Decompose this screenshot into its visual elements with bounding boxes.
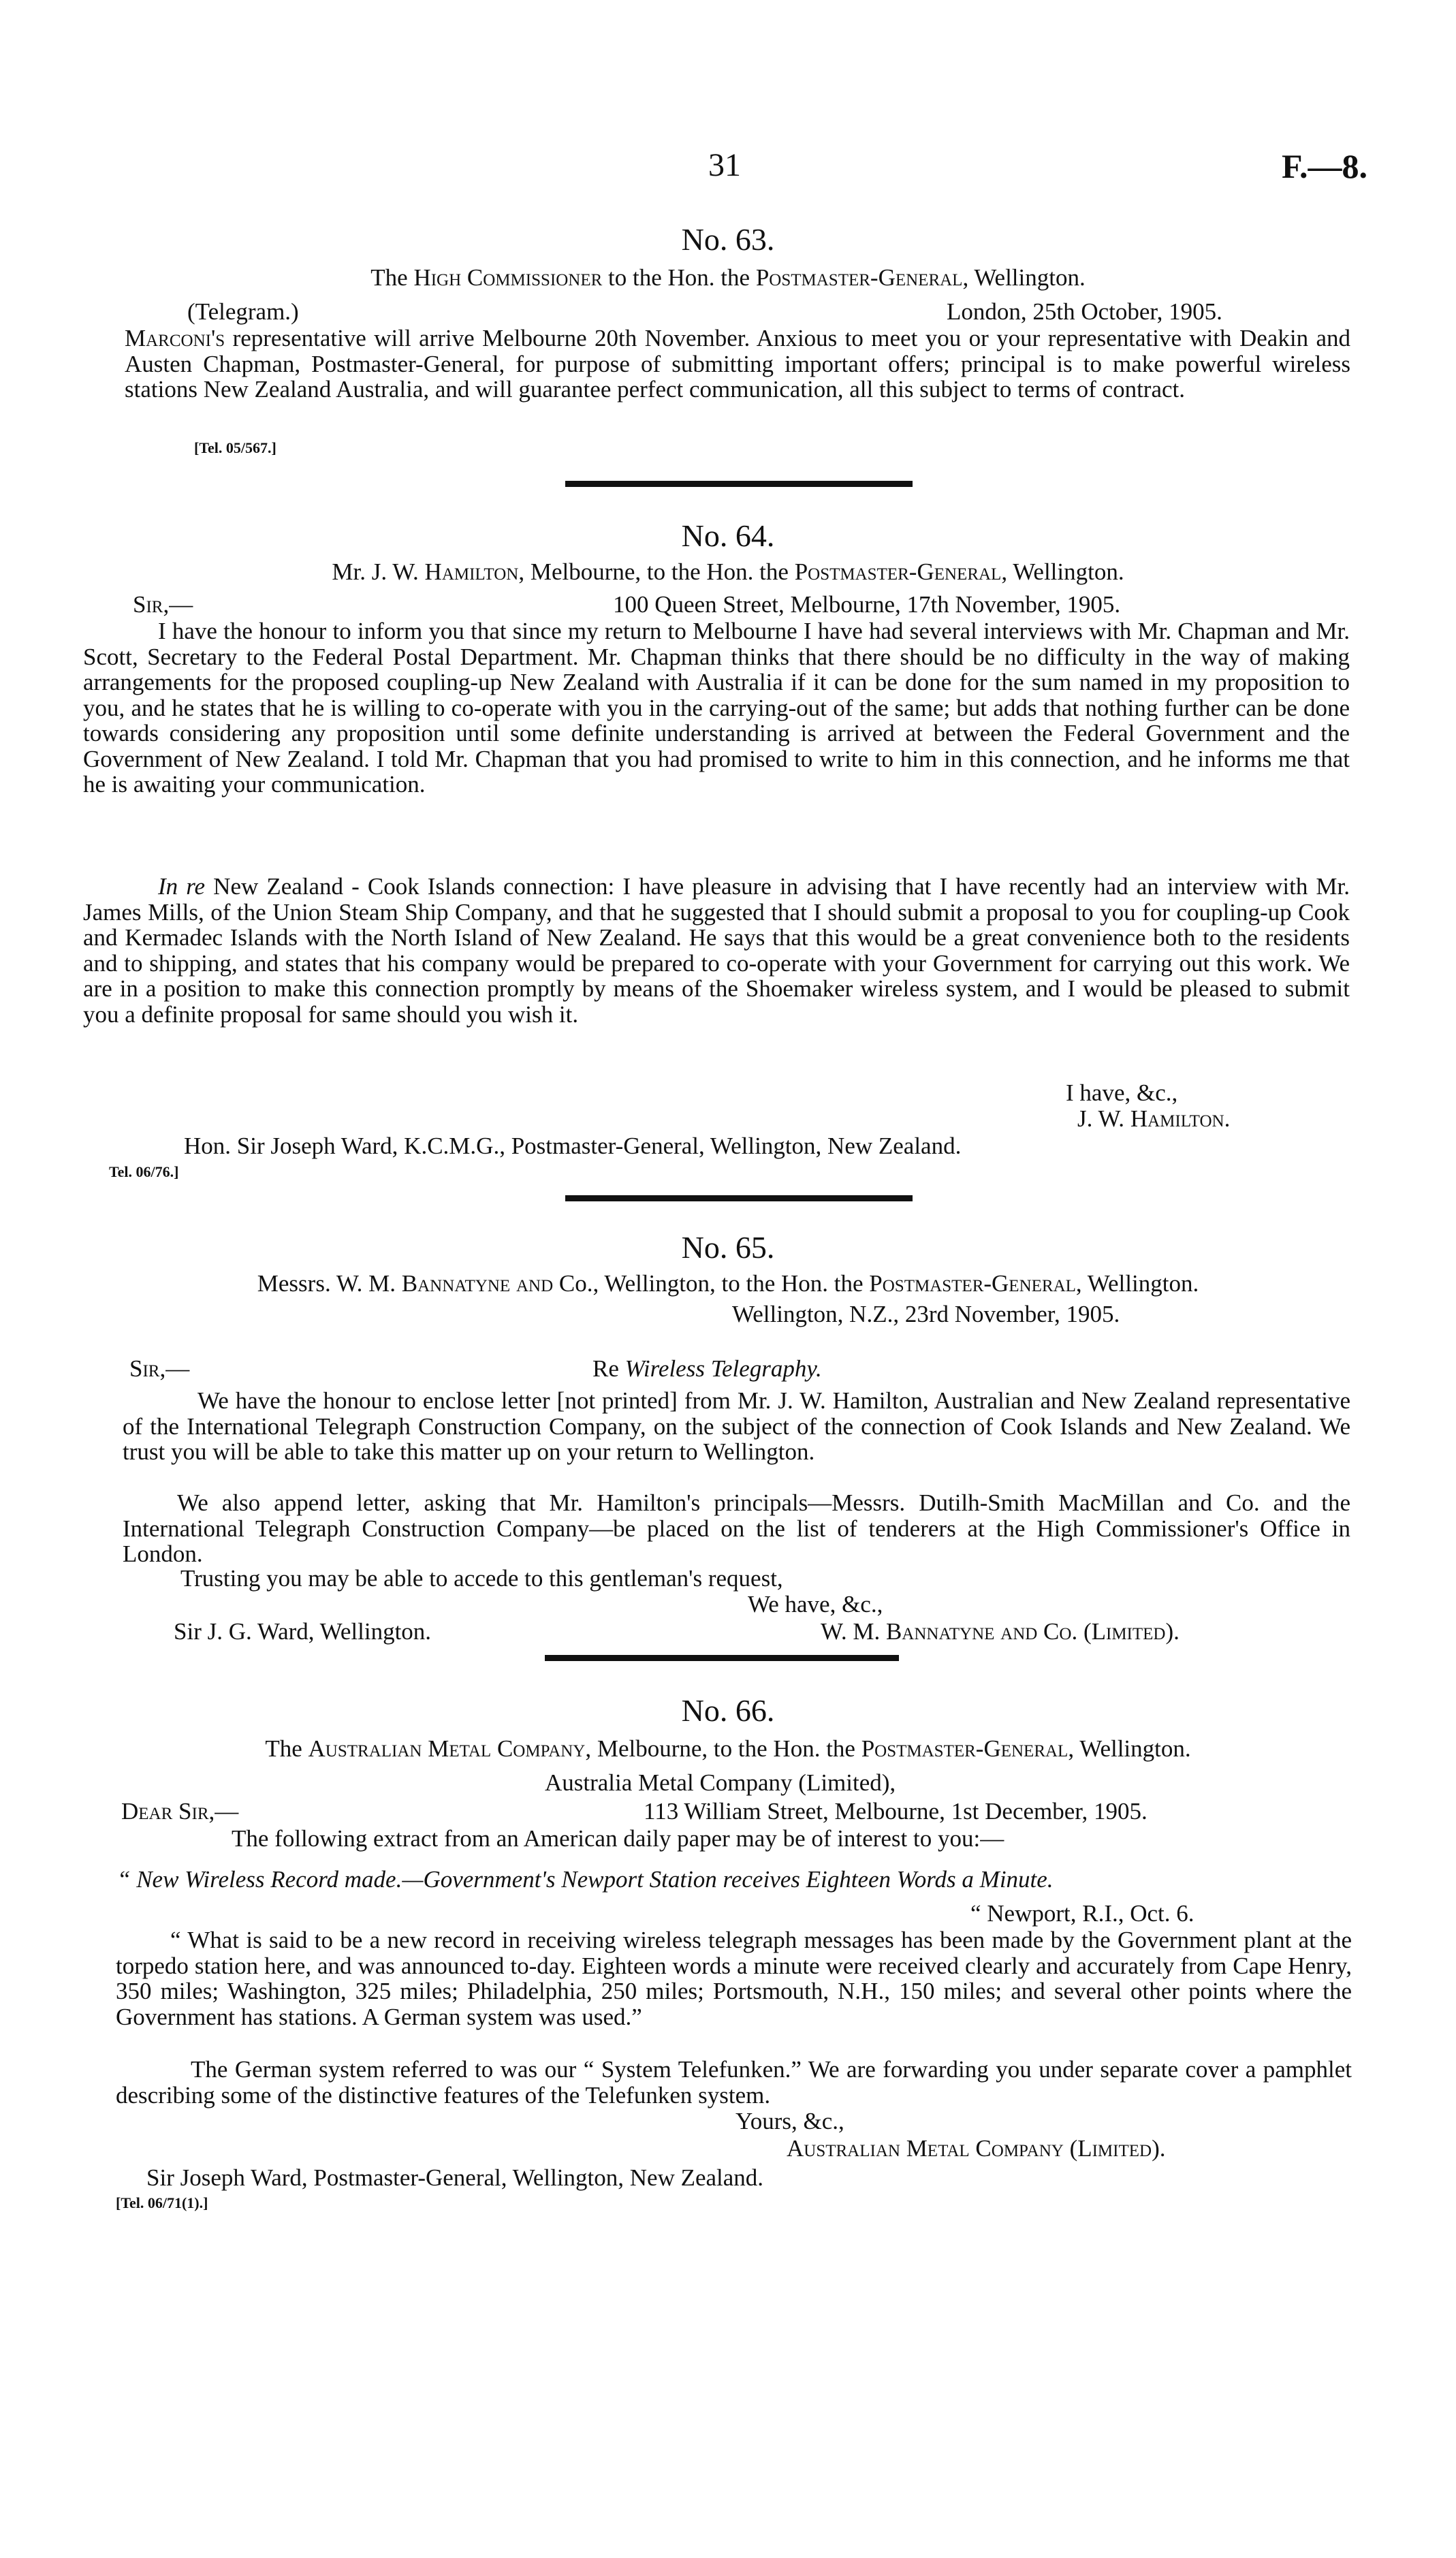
letter-64-file-ref: Tel. 06/76.] [109, 1163, 179, 1180]
letter-66-company: Australia Metal Company (Limited), [545, 1769, 896, 1796]
letter-63-heading: The High Commissioner to the Hon. the Postmaster-General, Wellington. [370, 264, 1086, 291]
letter-65-salutation: Sir,— [129, 1355, 190, 1382]
letter-64-address: 100 Queen Street, Melbourne, 17th November, 1905. [613, 591, 1121, 618]
telegram-label: (Telegram.) [187, 298, 299, 325]
letter-64-paragraph-2: In re New Zealand - Cook Islands connection: I have pleasure in advising that I have recently had an interview with Mr. James Mills, of the Union Steam Ship Company, and that he suggested that I should submit a proposal to you for coupling-up Cook and Kermadec Islands with the North Island of New Zealand. He says that this would be a great convenience both to the residents and to shipping, and states that his company would be prepared to co-operate with your Government for carrying out this work. We are in a position to make this connection promptly by means of the Shoemaker wireless system, and I would be pleased to submit you a definite proposal for same should you wish it. [83, 873, 1350, 1028]
letter-65-signature: W. M. Bannatyne and Co. (Limited). [821, 1618, 1180, 1645]
letter-66-signature: Australian Metal Company (Limited). [787, 2135, 1166, 2162]
letter-64-heading: Mr. J. W. Hamilton, Melbourne, to the Hon. the Postmaster-General, Wellington. [332, 558, 1124, 585]
quote-dateline: “ Newport, R.I., Oct. 6. [970, 1900, 1194, 1927]
letter-66-closing: Yours, &c., [735, 2108, 844, 2134]
letter-64-signature: J. W. Hamilton. [1077, 1105, 1231, 1132]
report-reference: F.—8. [1282, 147, 1367, 185]
quote-title: “ New Wireless Record made.—Government's Newport Station receives Eighteen Words a Minute. [117, 1866, 1054, 1893]
letter-64-closing: I have, &c., [1066, 1079, 1178, 1106]
quote-body: “ What is said to be a new record in receiving wireless telegraph messages has been made by the Government plant at the torpedo station here, and was announced to-day. Eighteen words a minute were received clearly and accurately from Cape Henry, 350 miles; Washington, 325 miles; Philadelphia, 250 miles; Portsmouth, N.H., 150 miles; and several other points where the Government has stations. A German system was used.” [116, 1927, 1352, 2030]
letter-65-number: No. 65. [681, 1230, 775, 1265]
letter-64-addressee: Hon. Sir Joseph Ward, K.C.M.G., Postmaster-General, Wellington, New Zealand. [184, 1133, 962, 1159]
section-divider [545, 1655, 899, 1661]
letter-65-closing: We have, &c., [748, 1591, 883, 1617]
letter-66-intro: The following extract from an American daily paper may be of interest to you:— [232, 1825, 1004, 1852]
letter-63-number: No. 63. [681, 222, 775, 257]
letter-66-file-ref: [Tel. 06/71(1).] [116, 2194, 208, 2211]
letter-66-addressee: Sir Joseph Ward, Postmaster-General, Wellington, New Zealand. [146, 2164, 764, 2191]
letter-63-place-date: London, 25th October, 1905. [947, 298, 1222, 325]
letter-65-paragraph-3: Trusting you may be able to accede to this gentleman's request, [180, 1565, 783, 1592]
letter-66-paragraph: The German system referred to was our “ System Telefunken.” We are forwarding you under separate cover a pamphlet describing some of the distinctive features of the Telefunken system. [116, 2056, 1352, 2109]
letter-66-heading: The Australian Metal Company, Melbourne, to the Hon. the Postmaster-General, Wellington. [265, 1735, 1191, 1762]
letter-66-number: No. 66. [681, 1693, 775, 1728]
letter-65-heading: Messrs. W. M. Bannatyne and Co., Wellington, to the Hon. the Postmaster-General, Wellington. [257, 1270, 1199, 1297]
letter-64-paragraph-1: I have the honour to inform you that since my return to Melbourne I have had several interviews with Mr. Chapman and Mr. Scott, Secretary to the Federal Postal Department. Mr. Chapman thinks that there should be no difficulty in the way of making arrangements for the proposed coupling-up New Zealand with Australia if it can be done for the sum named in my proposition to you, and he states that he is willing to co-operate with you in the carrying-out of the same; but adds that nothing further can be done towards considering any proposition until some definite understanding is arrived at between the Federal Government and the Government of New Zealand. I told Mr. Chapman that you had promised to write to him in this connection, and he informs me that he is awaiting your communication. [83, 618, 1350, 798]
letter-63-file-ref: [Tel. 05/567.] [194, 439, 276, 456]
letter-65-addressee: Sir J. G. Ward, Wellington. [174, 1618, 432, 1645]
letter-65-place-date: Wellington, N.Z., 23rd November, 1905. [732, 1301, 1120, 1327]
page-number: 31 [708, 147, 741, 183]
letter-64-number: No. 64. [681, 518, 775, 553]
letter-65-paragraph-1: We have the honour to enclose letter [not printed] from Mr. J. W. Hamilton, Australian and New Zealand representative of the International Telegraph Construction Company, on the subject of the connection of Cook Islands and New Zealand. We trust you will be able to take this matter up on your return to Wellington. [123, 1387, 1350, 1465]
letter-65-subject: Re Wireless Telegraphy. [592, 1355, 822, 1382]
letter-64-salutation: Sir,— [133, 591, 193, 618]
section-divider [565, 1195, 913, 1201]
section-divider [565, 481, 913, 487]
letter-63-body: Marconi's representative will arrive Melbourne 20th November. Anxious to meet you or your representative with Deakin and Austen Chapman, Postmaster-General, for purpose of submitting important offers; principal is to make powerful wireless stations New Zealand Australia, and will guarantee perfect communication, all this subject to terms of contract. [125, 325, 1350, 402]
letter-66-salutation: Dear Sir,— [121, 1798, 239, 1825]
letter-65-paragraph-2: We also append letter, asking that Mr. Hamilton's principals—Messrs. Dutilh-Smith MacMillan and Co. and the International Telegraph Construction Company—be placed on the list of tenderers at the High Commissioner's Office in London. [123, 1489, 1350, 1567]
letter-66-address: 113 William Street, Melbourne, 1st December, 1905. [644, 1798, 1148, 1825]
